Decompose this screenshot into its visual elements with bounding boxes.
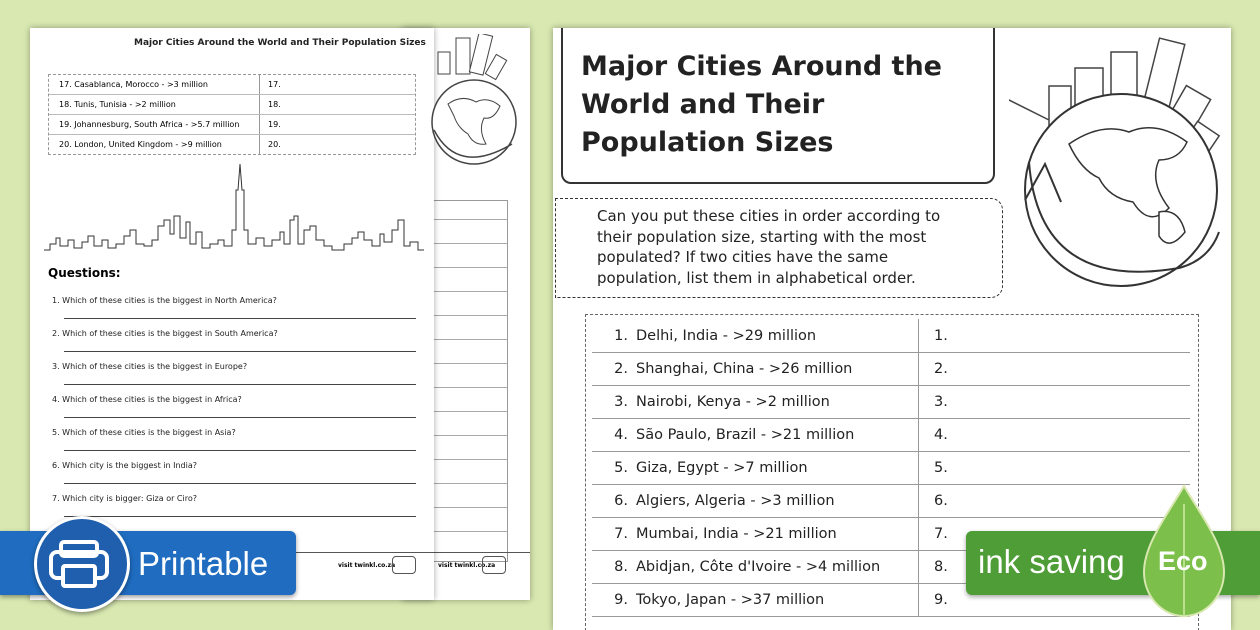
question-text: 5. Which of these cities is the biggest in Asia?	[52, 428, 236, 437]
answer-cell: 8.	[934, 558, 948, 575]
city-label: Giza, Egypt - >7 million	[636, 459, 808, 476]
row-number: 7.	[614, 525, 628, 542]
row-number: 5.	[614, 459, 628, 476]
question-text: 6. Which city is the biggest in India?	[52, 461, 197, 470]
city-cell	[592, 451, 919, 484]
printable-label: Printable	[138, 545, 269, 582]
answer-line	[64, 483, 416, 484]
answer-cell: 20.	[268, 140, 281, 149]
questions-heading: Questions:	[48, 266, 121, 280]
printer-icon	[34, 516, 124, 606]
city-skyline-illustration	[44, 160, 424, 260]
city-label: Nairobi, Kenya - >2 million	[636, 393, 830, 410]
answer-line	[64, 417, 416, 418]
answer-line	[433, 507, 507, 508]
row-number: 8.	[614, 558, 628, 575]
city-cell: 20. London, United Kingdom - >9 million	[49, 135, 260, 154]
city-label: Delhi, India - >29 million	[636, 327, 817, 344]
city-label: Tokyo, Japan - >37 million	[636, 591, 825, 608]
question-text: 7. Which city is bigger: Giza or Ciro?	[52, 494, 197, 503]
city-cell	[592, 484, 919, 517]
row-number: 3.	[614, 393, 628, 410]
city-cell	[592, 550, 919, 583]
ink-saving-label: ink saving	[978, 543, 1125, 580]
answer-cell: 19.	[268, 120, 281, 129]
table-row	[592, 352, 1190, 386]
city-cell: 17. Casablanca, Morocco - >3 million	[49, 75, 260, 94]
city-cell	[592, 517, 919, 550]
table-row	[592, 319, 1190, 353]
city-label: Abidjan, Côte d'Ivoire - >4 million	[636, 558, 881, 575]
city-cell: 19. Johannesburg, South Africa - >5.7 million	[49, 115, 260, 134]
table-row	[49, 115, 415, 135]
row-number: 2.	[614, 360, 628, 377]
answer-line	[64, 450, 416, 451]
answer-cell: 3.	[934, 393, 948, 410]
table-row	[49, 75, 415, 95]
row-number: 1.	[614, 327, 628, 344]
table-row	[592, 418, 1190, 452]
answer-line	[64, 384, 416, 385]
question-text: 4. Which of these cities is the biggest in Africa?	[52, 395, 242, 404]
answer-line	[433, 435, 507, 436]
left-sheet-title: Major Cities Around the World and Their Population Sizes	[134, 38, 426, 48]
answer-cell: 17.	[268, 80, 281, 89]
answer-line	[64, 351, 416, 352]
table-row	[592, 484, 1190, 518]
answer-line	[433, 459, 507, 460]
answer-line	[433, 267, 507, 268]
globe-illustration	[1009, 32, 1231, 302]
answer-line	[433, 339, 507, 340]
question-text: 2. Which of these cities is the biggest in South America?	[52, 329, 278, 338]
answer-cell: 7.	[934, 525, 948, 542]
question-text: 1. Which of these cities is the biggest in North America?	[52, 296, 277, 305]
answer-cell: 9.	[934, 591, 948, 608]
left-worksheet-page	[30, 28, 434, 600]
answer-cell: 1.	[934, 327, 948, 344]
table-row	[49, 135, 415, 154]
table-row	[49, 95, 415, 115]
answer-line	[433, 531, 507, 532]
city-label: Algiers, Algeria - >3 million	[636, 492, 835, 509]
answer-line	[64, 318, 416, 319]
question-text: 3. Which of these cities is the biggest in Europe?	[52, 362, 248, 371]
footer-text: visit twinkl.co.za	[338, 562, 396, 569]
answer-line	[433, 363, 507, 364]
answer-lines-box	[432, 200, 508, 562]
answer-line	[433, 291, 507, 292]
city-cell	[592, 319, 919, 352]
answer-line	[433, 315, 507, 316]
instructions-text: Can you put these cities in order according to their population size, starting with the most populated? If two cities have the same population, list them in alphabetical order.	[597, 207, 941, 287]
printer-icon-circle	[34, 516, 130, 612]
city-cell	[592, 385, 919, 418]
answer-cell: 2.	[934, 360, 948, 377]
twinkl-logo	[392, 556, 416, 574]
table-row	[592, 385, 1190, 419]
city-label: São Paulo, Brazil - >21 million	[636, 426, 855, 443]
answer-cell: 6.	[934, 492, 948, 509]
answer-cell: 5.	[934, 459, 948, 476]
answer-line	[433, 483, 507, 484]
answer-line	[433, 243, 507, 244]
answer-cell: 4.	[934, 426, 948, 443]
table-row	[592, 451, 1190, 485]
row-number: 9.	[614, 591, 628, 608]
globe-illustration-small	[428, 34, 522, 184]
worksheet-title: Major Cities Around the World and Their Population Sizes	[581, 51, 942, 158]
city-cell	[592, 352, 919, 385]
answer-line	[433, 387, 507, 388]
row-number: 6.	[614, 492, 628, 509]
city-cell	[592, 418, 919, 451]
city-cell	[592, 583, 919, 616]
twinkl-logo	[482, 556, 506, 574]
eco-label: Eco	[1158, 546, 1208, 576]
footer-text: visit twinkl.co.za	[438, 562, 496, 569]
answer-line	[433, 219, 507, 220]
city-cell: 18. Tunis, Tunisia - >2 million	[49, 95, 260, 114]
answer-line	[433, 411, 507, 412]
left-city-table	[48, 74, 416, 155]
answer-cell: 18.	[268, 100, 281, 109]
row-number: 4.	[614, 426, 628, 443]
city-label: Mumbai, India - >21 million	[636, 525, 837, 542]
city-label: Shanghai, China - >26 million	[636, 360, 853, 377]
